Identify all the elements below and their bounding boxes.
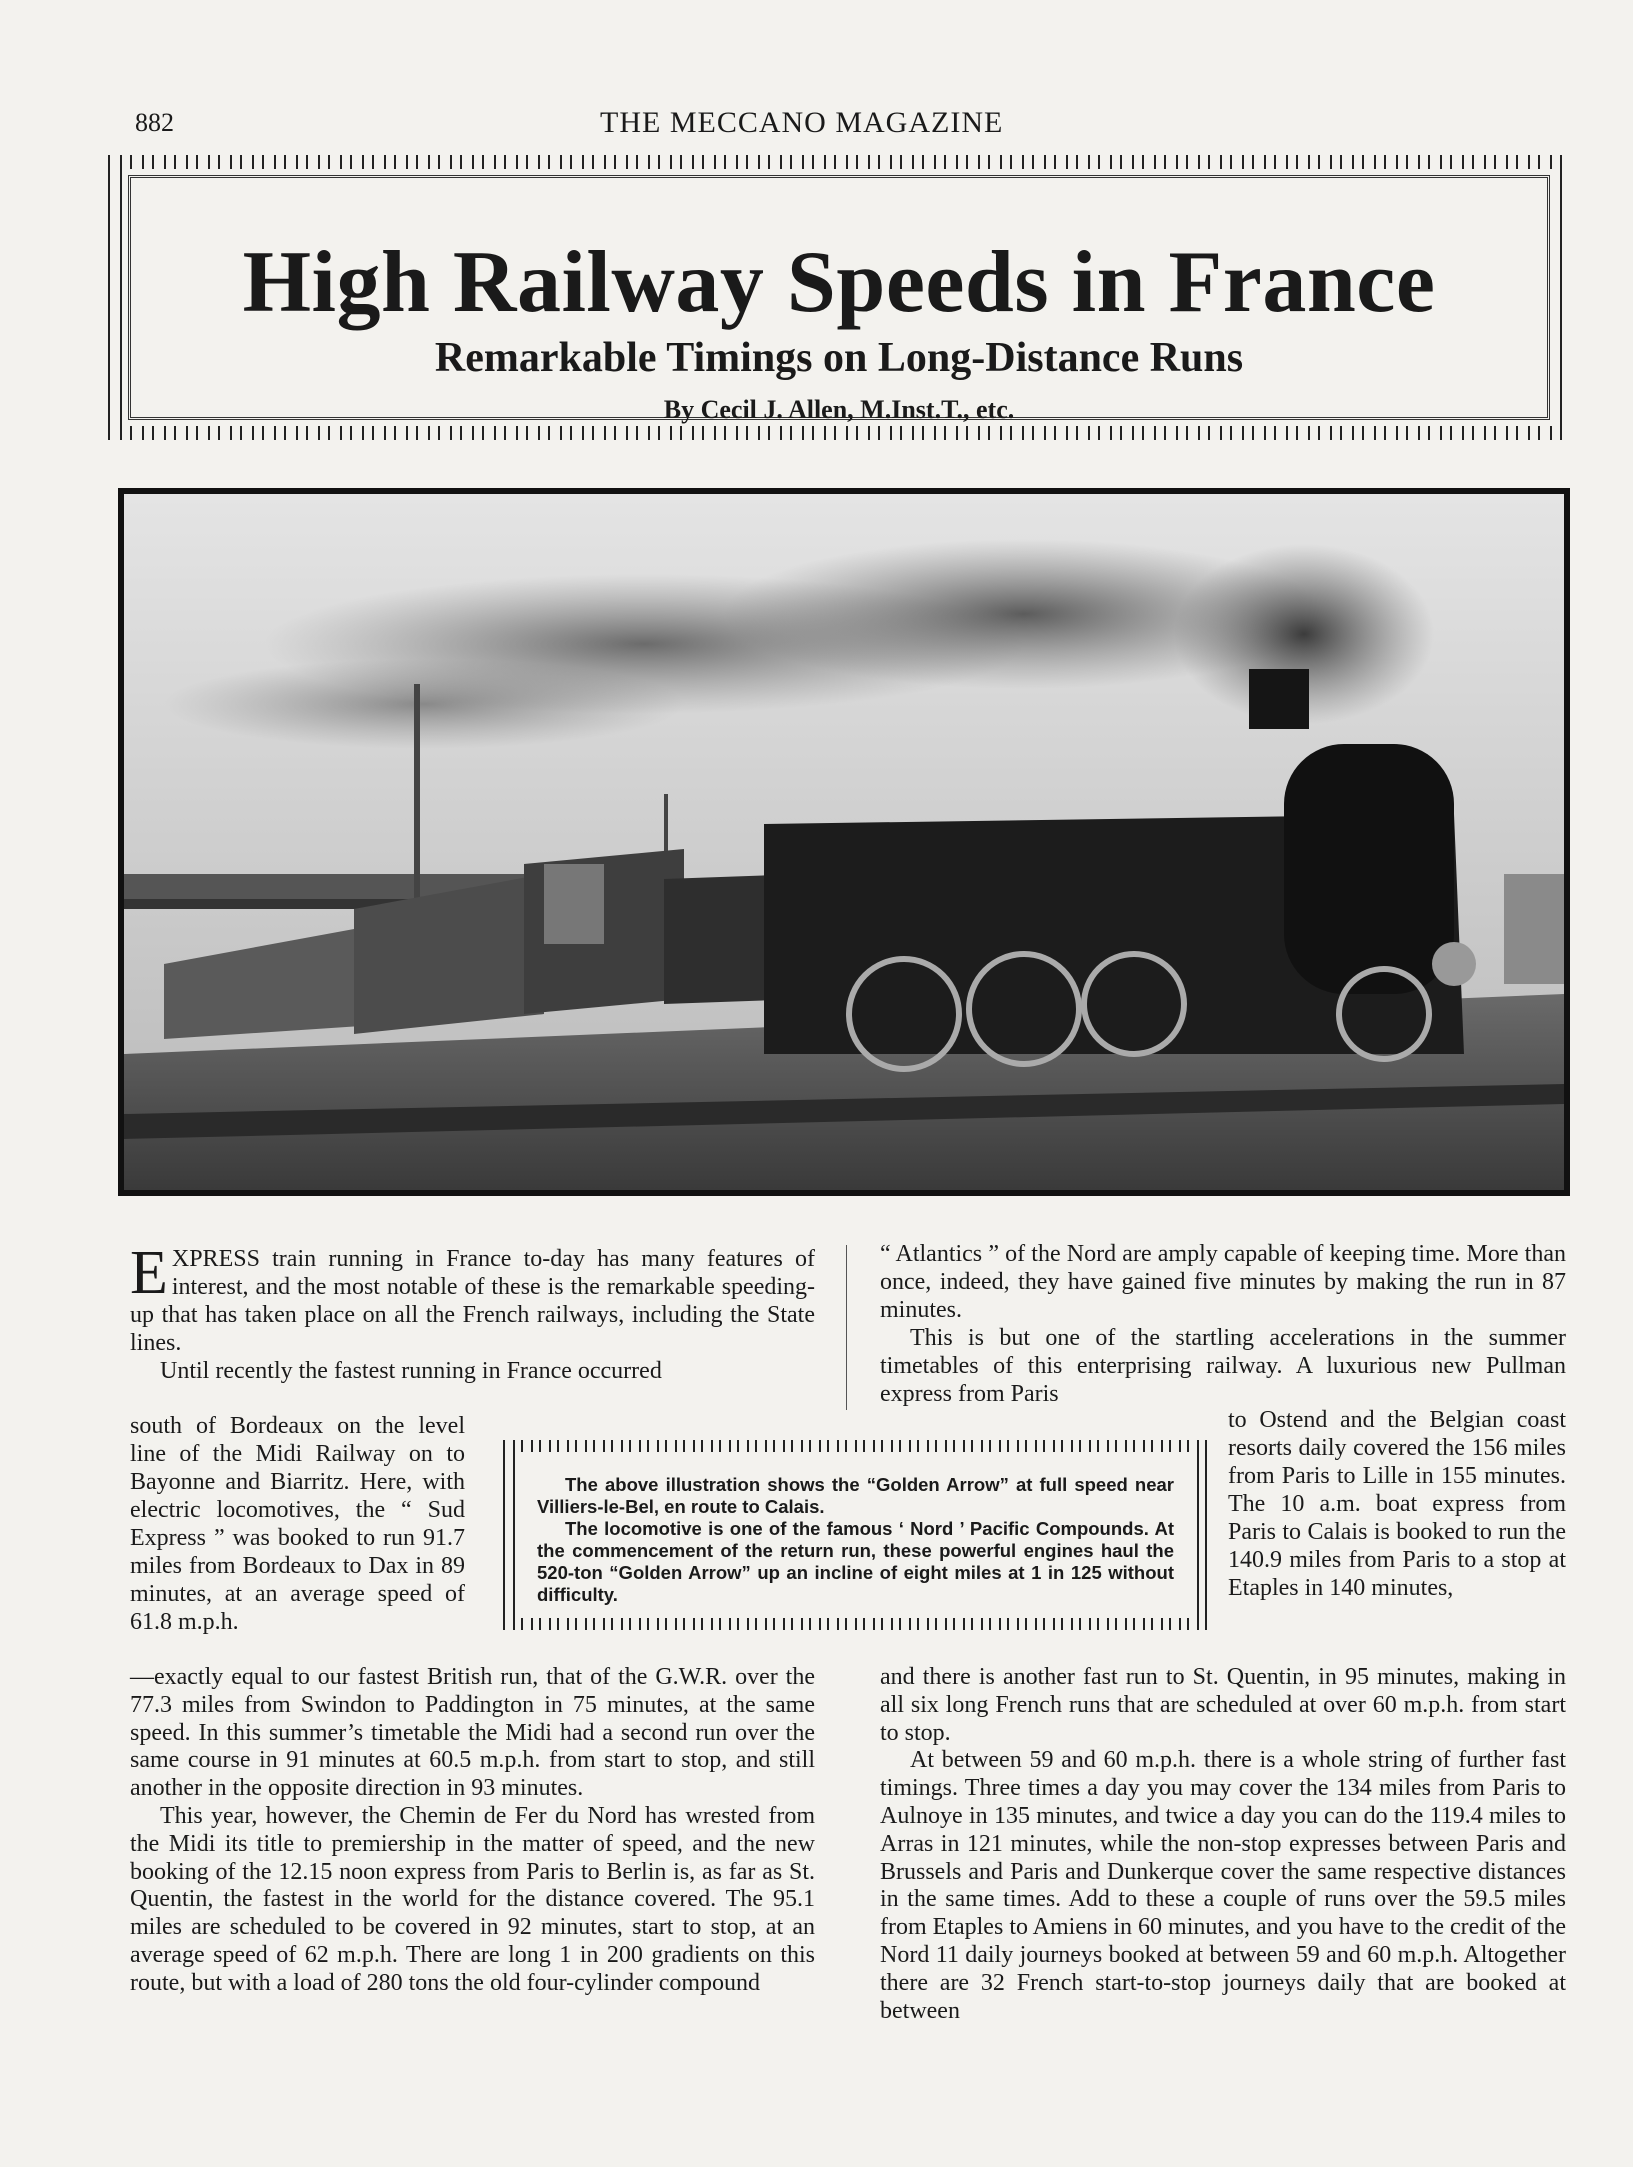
left-paragraph-2-end: —exactly equal to our fastest British run, that of the G.W.R. over the 77.3 miles from Swindon to Paddington in 75 minutes, at the same speed. In this summer’s timetable the Midi had a second run over the same course in 91 minutes at 60.5 m.p.h. from start to stop, and still another in the opposite direction in 93 minutes. (130, 1664, 815, 1802)
caption-paragraph-2: The locomotive is one of the famous ‘ Nord ’ Pacific Compounds. At the commencement of the return run, these powerful engines haul the 520-ton “Golden Arrow” up an incline of eight miles at 1 in 125 without difficulty. (537, 1518, 1174, 1605)
column-divider (846, 1245, 847, 1410)
right-paragraph-2-start: This is but one of the startling accelerations in the summer timetables of this enterprising railway. A luxurious new Pullman express from Paris (880, 1325, 1566, 1407)
drop-cap: E (130, 1239, 168, 1307)
right-column-top (880, 1240, 1566, 1408)
left-paragraph-2-start: Until recently the fastest running in France occurred (160, 1358, 662, 1384)
locomotive-photo (118, 488, 1570, 1196)
article-subtitle: Remarkable Timings on Long-Distance Runs (434, 335, 1244, 381)
left-paragraph-2-narrow: south of Bordeaux on the level line of the Midi Railway on to Bayonne and Biarritz. Here, with electric locomotives, the “ Sud Express ” was booked to run 91.7 miles from Bordeaux to Dax in 89 minutes, at an average speed of 61.8 m.p.h. (130, 1413, 465, 1635)
left-column-top (130, 1239, 815, 1385)
left-paragraph-1: XPRESS train running in France to-day has many features of interest, and the most notable of these is the remarkable speeding-up that has taken place on all the French railways, including the State lines. (130, 1246, 815, 1356)
left-paragraph-3: This year, however, the Chemin de Fer du Nord has wrested from the Midi its title to premiership in the matter of speed, and the new booking of the 12.15 noon express from Paris to Berlin is, as far as St. Quentin, the fastest in the world for the distance covered. The 95.1 miles are scheduled to be covered in 92 minutes, start to stop, at an average speed of 62 m.p.h. There are long 1 in 200 gradients on this route, but with a load of 280 tons the old four-cylinder compound (130, 1802, 815, 1996)
title-frame (108, 155, 1570, 440)
right-column-bottom (880, 1664, 1566, 2025)
right-paragraph-1: “ Atlantics ” of the Nord are amply capable of keeping time. More than once, indeed, they have gained five minutes by making the run in 87 minutes. (880, 1241, 1566, 1323)
photo-caption (537, 1474, 1174, 1606)
article-byline: By Cecil J. Allen, M.Inst.T., etc. (663, 395, 1015, 424)
magazine-title: THE MECCANO MAGAZINE (600, 106, 1004, 139)
page-number: 882 (135, 108, 174, 137)
caption-paragraph-1: The above illustration shows the “Golden Arrow” at full speed near Villiers-le-Bel, en route to Calais. (537, 1474, 1174, 1517)
left-narrow-text (130, 1412, 465, 1636)
right-paragraph-3: At between 59 and 60 m.p.h. there is a whole string of further fast timings. Three times a day you may cover the 134 miles from Paris to Aulnoye in 135 minutes, and twice a day you can do the 119.4 miles to Arras in 121 minutes, while the non-stop expresses between Paris and Brussels and Paris and Dunkerque cover the same respective distances in the same times. Add to these a couple of runs over the 59.5 miles from Etaples to Amiens in 60 minutes, and you have to the credit of the Nord 11 daily journeys booked at between 59 and 60 m.p.h. Altogether there are 32 French start-to-stop journeys daily that are booked at between (880, 1747, 1566, 2024)
right-paragraph-2-narrow: to Ostend and the Belgian coast resorts daily covered the 156 miles from Paris to Lille in 155 minutes. The 10 a.m. boat express from Paris to Calais is booked to run the 140.9 miles from Paris to a stop at Etaples in 140 minutes, (1228, 1407, 1566, 1601)
left-column-bottom (130, 1664, 815, 1998)
train-illustration (124, 494, 1564, 1190)
right-narrow-text (1228, 1406, 1566, 1602)
caption-frame (503, 1440, 1208, 1630)
article-title: High Railway Speeds in France (242, 234, 1436, 331)
right-paragraph-2-end: and there is another fast run to St. Quentin, in 95 minutes, making in all six long French runs that are scheduled at over 60 m.p.h. from start to stop. (880, 1664, 1566, 1746)
